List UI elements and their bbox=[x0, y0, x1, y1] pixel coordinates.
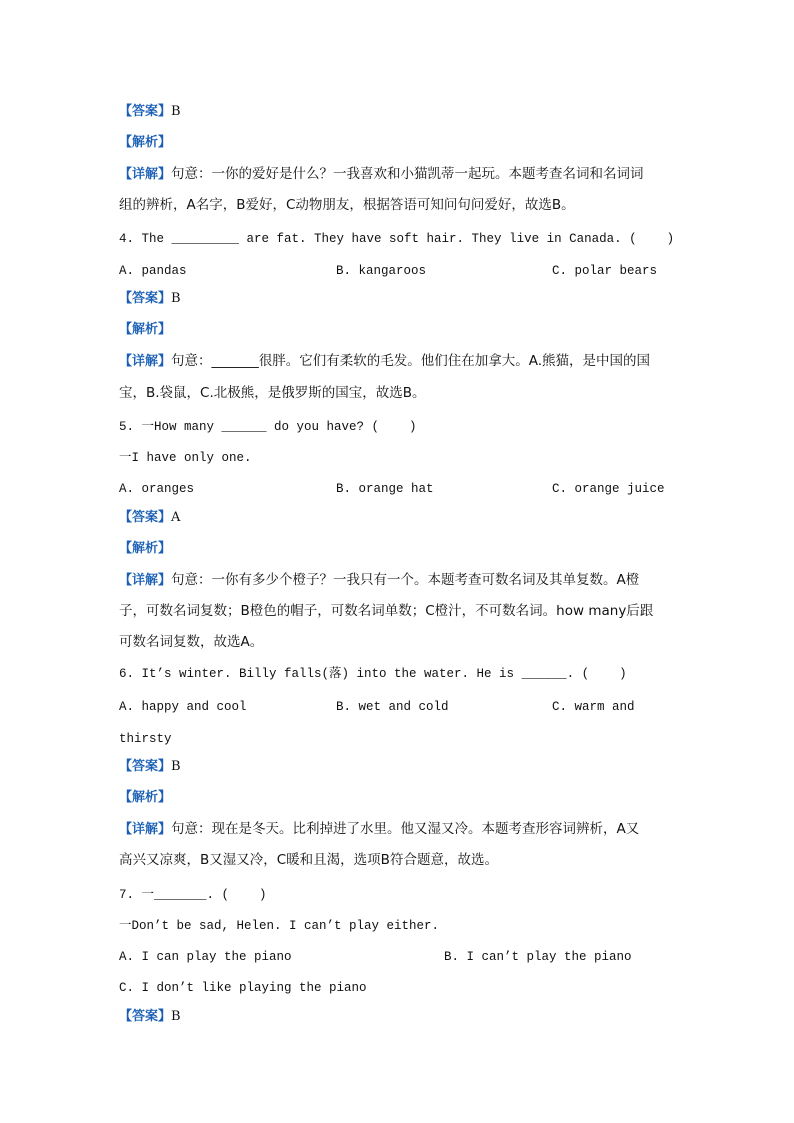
q7-stem: 7. 一_______. ( ) bbox=[119, 888, 267, 902]
q3-detail-cont: 组的辨析，A名字，B爱好，C动物朋友，根据答语可知问句问爱好，故选B。 bbox=[119, 197, 575, 213]
q6-stem: 6. It’s winter. Billy falls(落) into the water. He is ______. ( ) bbox=[119, 667, 627, 681]
q6-detail-cont: 高兴又凉爽，B又湿又冷，C暖和且渴，选项B符合题意，故选。 bbox=[119, 852, 498, 868]
q6-option-c: C. warm and bbox=[552, 700, 635, 714]
q4-option-b: B. kangaroos bbox=[336, 264, 427, 278]
q5-detail-cont-2: 可数名词复数，故选A。 bbox=[119, 634, 264, 650]
q7-answer: 【答案】B bbox=[119, 1009, 181, 1024]
q6-option-c-cont: thirsty bbox=[119, 732, 172, 746]
q4-option-a: A. pandas bbox=[119, 264, 187, 278]
q4-detail-cont: 宝，B.袋鼠，C.北极熊，是俄罗斯的国宝，故选B。 bbox=[119, 385, 426, 401]
q5-option-c: C. orange juice bbox=[552, 482, 665, 496]
q4-analysis-label: 【解析】 bbox=[119, 322, 172, 337]
q4-answer: 【答案】B bbox=[119, 291, 181, 306]
q4-detail: 【详解】句意：_______很胖。它们有柔软的毛发。他们住在加拿大。A.熊猫，是中国的国 bbox=[119, 353, 651, 369]
q5-answer: 【答案】A bbox=[119, 510, 181, 525]
q5-analysis-label: 【解析】 bbox=[119, 541, 172, 556]
q7-reply: 一Don’t be sad, Helen. I can’t play either. bbox=[119, 919, 440, 933]
q3-answer: 【答案】B bbox=[119, 104, 181, 119]
q4-stem: 4. The _________ are fat. They have soft hair. They live in Canada. ( ) bbox=[119, 232, 675, 246]
q6-answer: 【答案】B bbox=[119, 759, 181, 774]
q5-stem: 5. 一How many ______ do you have? ( ) bbox=[119, 420, 417, 434]
q5-detail-cont-1: 子，可数名词复数；B橙色的帽子，可数名词单数；C橙汁，不可数名词。how many后跟 bbox=[119, 603, 654, 619]
q5-option-a: A. oranges bbox=[119, 482, 195, 496]
q7-option-b: B. I can’t play the piano bbox=[444, 950, 632, 964]
q7-option-c: C. I don’t like playing the piano bbox=[119, 981, 367, 995]
q4-option-c: C. polar bears bbox=[552, 264, 658, 278]
q5-option-b: B. orange hat bbox=[336, 482, 434, 496]
q3-analysis-label: 【解析】 bbox=[119, 135, 172, 150]
q7-option-a: A. I can play the piano bbox=[119, 950, 292, 964]
answer-label: 【答案】 bbox=[119, 104, 172, 119]
q6-detail: 【详解】句意：现在是冬天。比利掉进了水里。他又湿又冷。本题考查形容词辨析，A又 bbox=[119, 821, 640, 837]
q3-detail: 【详解】句意：一你的爱好是什么？一我喜欢和小猫凯蒂一起玩。本题考查名词和名词词 bbox=[119, 166, 644, 182]
q6-analysis-label: 【解析】 bbox=[119, 790, 172, 805]
q6-option-b: B. wet and cold bbox=[336, 700, 449, 714]
q5-detail: 【详解】句意：一你有多少个橙子？一我只有一个。本题考查可数名词及其单复数。A橙 bbox=[119, 572, 640, 588]
q6-option-a: A. happy and cool bbox=[119, 700, 247, 714]
q5-reply: 一I have only one. bbox=[119, 451, 252, 465]
